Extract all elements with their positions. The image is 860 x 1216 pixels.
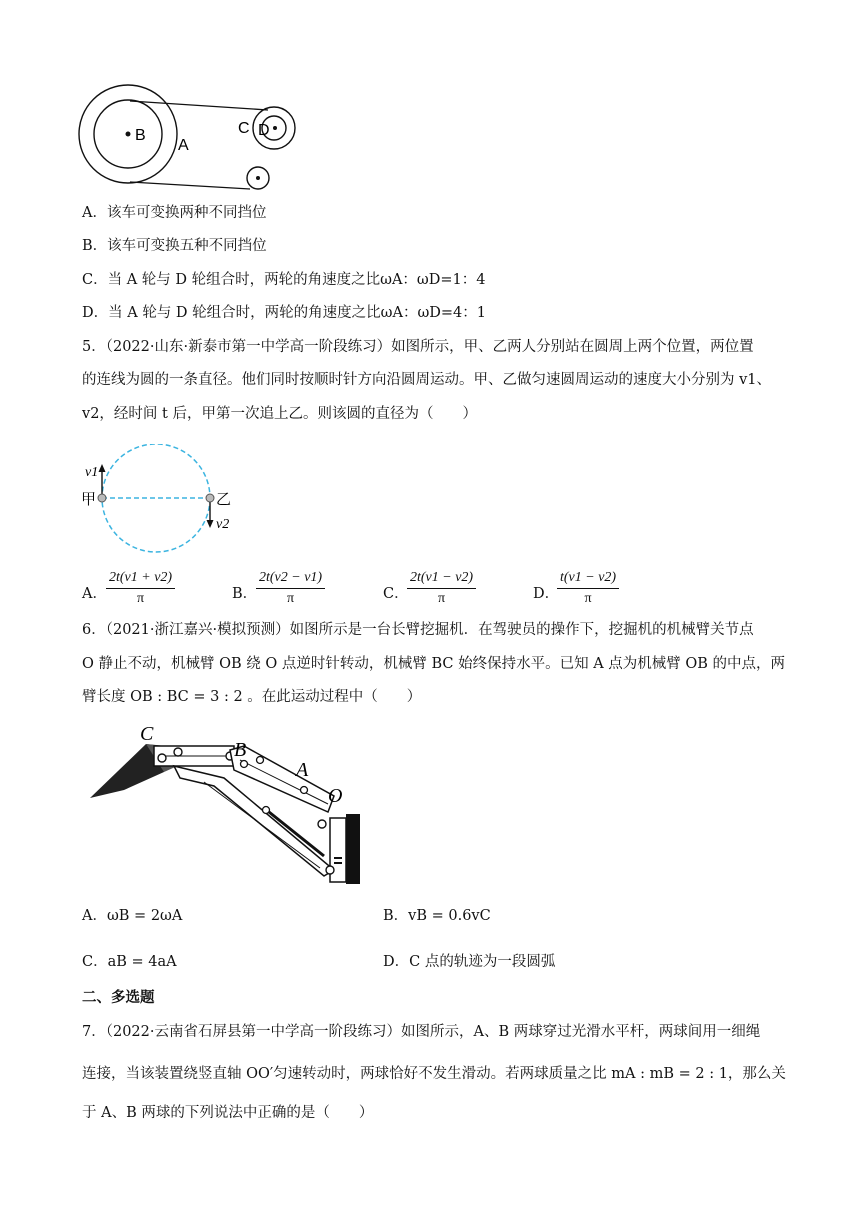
q5-option-b-numerator: 2t(v2 − v1): [256, 570, 325, 589]
fig1-label-c: C: [238, 120, 250, 137]
fig3-label-c: C: [140, 723, 154, 745]
q7-stem-line3: 于 A、B 两球的下列说法中正确的是（ ）: [82, 1105, 374, 1121]
q5-option-a-fraction: [106, 570, 175, 607]
q5-option-a-numerator: 2t(v1 + v2): [106, 570, 175, 589]
fig2-yi-label: 乙: [216, 490, 232, 508]
q5-option-c-label: C．: [383, 586, 409, 602]
q6-option-a: A．ωB = 2ωA: [82, 908, 183, 924]
q7-stem-line1: 7．（2022·云南省石屏县第一中学高一阶段练习）如图所示，A、B 两球穿过光滑水平杆，两球间用一细绳: [82, 1024, 761, 1040]
fig3-label-a: A: [296, 759, 309, 781]
q6-stem-line2: O 静止不动，机械臂 OB 绕 O 点逆时针转动，机械臂 BC 始终保持水平。已知 A 点为机械臂 OB 的中点，两: [82, 656, 786, 672]
q5-stem-line3: v2，经时间 t 后，甲第一次追上乙。则该圆的直径为（ ）: [82, 406, 477, 422]
fig3-label-b: B: [234, 739, 247, 761]
q5-option-d-numerator: t(v1 − v2): [557, 570, 619, 589]
q5-option-b-label: B．: [232, 586, 258, 602]
excavator-arm-figure: [84, 720, 374, 886]
q4-option-c: C．当 A 轮与 D 轮组合时，两轮的角速度之比ωA：ωD=1：4: [82, 272, 486, 288]
q7-stem-line2: 连接，当该装置绕竖直轴 OO′匀速转动时，两球恰好不发生滑动。若两球质量之比 mA : mB = 2 : 1，那么关: [82, 1066, 786, 1082]
q5-option-a-label: A．: [82, 586, 107, 602]
q5-option-d-denominator: π: [584, 591, 592, 606]
q4-option-d: D．当 A 轮与 D 轮组合时，两轮的角速度之比ωA：ωD=4：1: [82, 305, 487, 321]
fig3-label-o: O: [328, 785, 343, 807]
gear-wheels-figure: [78, 82, 308, 192]
q5-option-c-denominator: π: [438, 591, 446, 606]
q5-stem-line1: 5．（2022·山东·新泰市第一中学高一阶段练习）如图所示，甲、乙两人分别站在圆周上两个位置，两位置: [82, 339, 754, 355]
fig1-label-b: B: [135, 127, 146, 144]
q6-stem-line1: 6．（2021·浙江嘉兴·模拟预测）如图所示是一台长臂挖掘机．在驾驶员的操作下，挖掘机的机械臂关节点: [82, 622, 754, 638]
fig1-label-d: D: [258, 122, 270, 139]
q4-option-b: B．该车可变换五种不同挡位: [82, 238, 267, 254]
q5-option-c-numerator: 2t(v1 − v2): [407, 570, 476, 589]
q5-option-c-fraction: [407, 570, 476, 607]
q6-option-d: D．C 点的轨迹为一段圆弧: [383, 954, 556, 970]
circle-motion-figure: [80, 444, 240, 560]
q5-option-b-denominator: π: [287, 591, 295, 606]
q5-option-d-fraction: [557, 570, 619, 607]
q6-stem-line3: 臂长度 OB : BC = 3 : 2 。在此运动过程中（ ）: [82, 689, 422, 705]
q5-option-b-fraction: [256, 570, 325, 607]
fig1-label-a: A: [178, 137, 189, 154]
fig2-v1-label: v1: [85, 465, 99, 480]
section-heading: 二、多选题: [82, 989, 155, 1006]
fig2-v2-label: v2: [216, 517, 230, 532]
q4-option-a: A．该车可变换两种不同挡位: [82, 205, 267, 221]
q5-option-d-label: D．: [533, 586, 560, 602]
q6-option-c: C．aB = 4aA: [82, 954, 177, 970]
q5-stem-line2: 的连线为圆的一条直径。他们同时按顺时针方向沿圆周运动。甲、乙做匀速圆周运动的速度大小分别为 v1、: [82, 372, 772, 388]
q5-option-a-denominator: π: [137, 591, 145, 606]
q6-option-b: B．vB = 0.6vC: [383, 908, 491, 924]
fig2-jia-label: 甲: [81, 490, 97, 508]
